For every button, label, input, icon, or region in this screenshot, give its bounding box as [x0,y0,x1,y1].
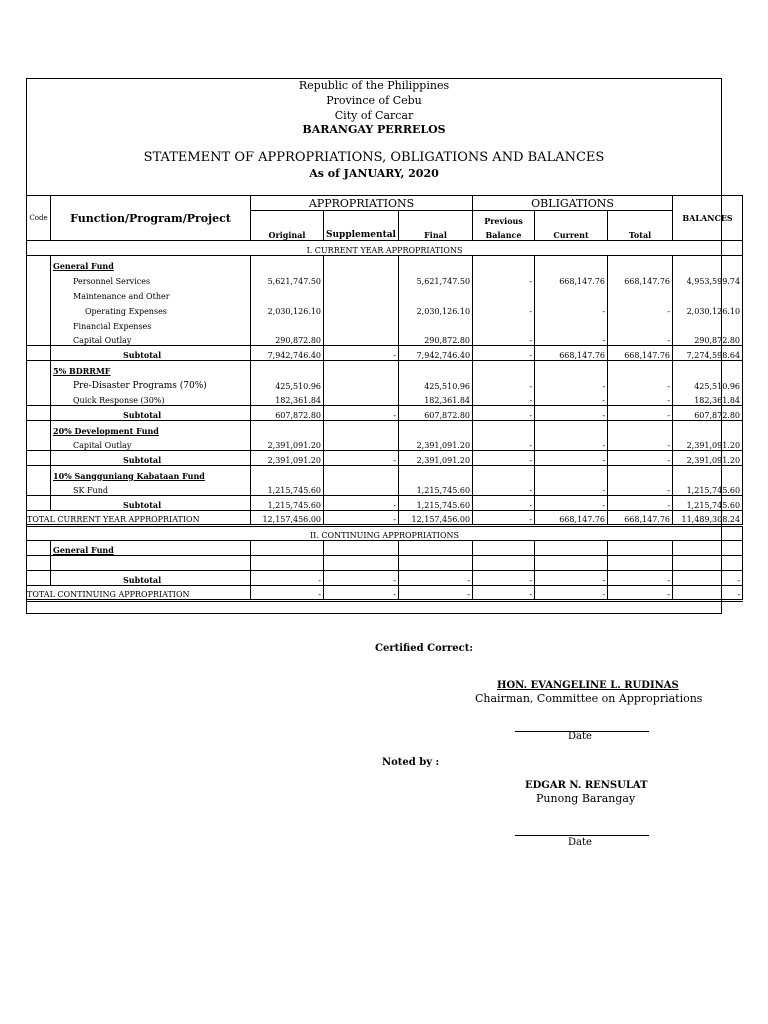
col-obligations: OBLIGATIONS [473,196,673,211]
table-row: Maintenance and Other [27,286,743,301]
table-row: Personnel Services 5,621,747.50 5,621,747.50 - 668,147.76 668,147.76 4,953,599.74 [27,271,743,286]
chair-name: HON. EVANGELINE L. RUDINAS [497,680,679,691]
table-row: Capital Outlay 290,872.80 290,872.80 - - - 290,872.80 [27,331,743,346]
total-current-row: TOTAL CURRENT YEAR APPROPRIATION 12,157,456.00 - 12,157,456.00 - 668,147.76 668,147.76 11,489,308.24 [27,511,743,526]
general-fund-label: General Fund [51,256,251,271]
subtotal-row: Subtotal 2,391,091.20 - 2,391,091.20 - - - 2,391,091.20 [27,451,743,466]
table-row: SK Fund 1,215,745.60 1,215,745.60 - - - 1,215,745.60 [27,481,743,496]
document-title: STATEMENT OF APPROPRIATIONS, OBLIGATIONS AND BALANCES [143,150,605,165]
col-previous-2: Balance [473,226,535,241]
appropriations-table [26,195,743,602]
section-current-title: I. CURRENT YEAR APPROPRIATIONS [27,241,743,256]
table-row: Financial Expenses [27,316,743,331]
col-original: Original [251,226,324,241]
table-row: Quick Response (30%) 182,361.84 182,361.84 - - - 182,361.84 [27,391,743,406]
punong-title: Punong Barangay [536,792,636,805]
sk-fund-row: 10% Sangguniang Kabataan Fund [27,466,743,481]
col-total: Total [608,226,673,241]
section-continuing-title: II. CONTINUING APPROPRIATIONS [27,526,743,541]
bdrrmf-row: 5% BDRRMF [27,361,743,376]
subtotal-row: Subtotal 607,872.80 - 607,872.80 - - - 607,872.80 [27,406,743,421]
table-row [27,556,743,571]
header-republic: Republic of the Philippines [298,79,450,92]
col-function: Function/Program/Project [51,196,251,241]
chair-title: Chairman, Committee on Appropriations [475,692,703,705]
table-row: Operating Expenses 2,030,126.10 2,030,126.10 - - - 2,030,126.10 [27,301,743,316]
subtotal-row: Subtotal 7,942,746.40 - 7,942,746.40 - 668,147.76 668,147.76 7,274,598.64 [27,346,743,361]
col-final: Final [399,226,473,241]
table-row: Capital Outlay 2,391,091.20 2,391,091.20 - - - 2,391,091.20 [27,436,743,451]
header-row-1 [27,196,743,211]
punong-name: EDGAR N. RENSULAT [525,780,648,791]
header-city: City of Carcar [334,109,414,122]
subtotal-row: Subtotal - - - - - - - [27,571,743,586]
certified-correct-label: Certified Correct: [375,643,474,654]
total-continuing-row: TOTAL CONTINUING APPROPRIATION - - - - - - - [27,586,743,601]
header-province: Province of Cebu [326,94,422,107]
date-label-2: Date [568,837,592,848]
general-fund-row [27,256,743,271]
col-current: Current [535,226,608,241]
col-appropriations: APPROPRIATIONS [251,196,473,211]
noted-by-label: Noted by : [382,757,440,768]
continuing-general-fund-row: General Fund [27,541,743,556]
development-fund-row: 20% Development Fund [27,421,743,436]
col-balances: BALANCES [673,196,743,241]
header-barangay: BARANGAY PERRELOS [302,123,446,136]
section-current-row [27,241,743,256]
subtotal-row: Subtotal 1,215,745.60 - 1,215,745.60 - - - 1,215,745.60 [27,496,743,511]
table-row: Pre-Disaster Programs (70%) 425,510.96 425,510.96 - - - 425,510.96 [27,376,743,391]
col-supplemental: Supplemental [324,226,399,241]
col-code: Code [27,196,51,241]
date-line-2 [515,835,649,836]
section-continuing-row [27,526,743,541]
as-of-date: As of JANUARY, 2020 [309,167,439,180]
col-previous-1: Previous [473,211,535,226]
date-label-1: Date [568,731,592,742]
